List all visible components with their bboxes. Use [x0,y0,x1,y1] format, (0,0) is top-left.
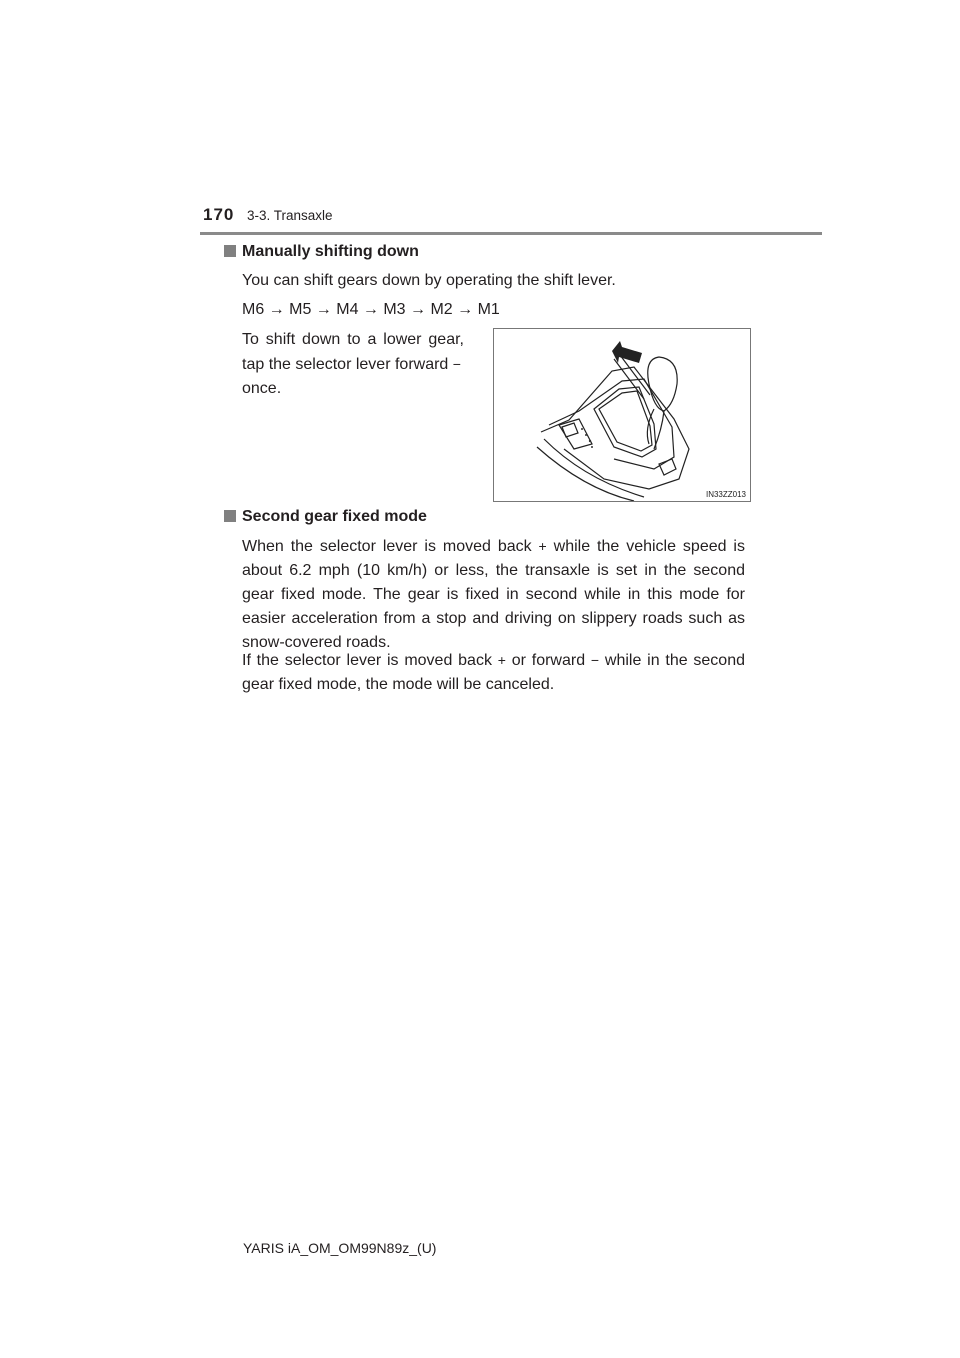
text: while the vehicle speed is about 6.2 mph (10 km/h) or less, the transaxle is set in the second gear fixed mode. The gear is fixed in second while in this mode for easier acceleration from a stop and driving on slippery roads such as snow-covered roads. [242,538,745,651]
figure-code: IN33ZZ013 [705,490,746,499]
heading-text: Second gear fixed mode [242,508,427,525]
paragraph [242,648,745,697]
side-paragraph [242,328,464,401]
minus-symbol: − [590,652,600,668]
text: When the selector lever is moved back [242,538,532,555]
page-number: 170 [203,205,235,224]
side-text: To shift down to a lower gear, tap the selector lever forward [242,331,464,373]
paragraph: You can shift gears down by operating the shift lever. [242,272,616,289]
text: If the selector lever is moved back [242,652,492,669]
forward-arrow-icon [612,341,642,363]
square-bullet-icon [224,510,236,522]
text: while in the second gear fixed mode, the mode will be canceled. [242,652,746,693]
text: or forward [511,652,586,669]
paragraph [242,534,745,655]
heading-text: Manually shifting down [242,243,419,260]
gear-sequence: M6 → M5 → M4 → M3 → M2 → M1 [242,301,500,318]
plus-symbol: + [497,652,506,668]
heading-manually-shifting-down [224,243,419,261]
header-divider [200,232,822,235]
side-text-end: once. [242,380,282,397]
square-bullet-icon [224,245,236,257]
footer-doc-id: YARIS iA_OM_OM99N89z_(U) [243,1240,437,1256]
plus-symbol: + [538,538,547,554]
shift-lever-illustration [493,328,751,502]
heading-second-gear-fixed-mode [224,508,427,526]
shift-lever-drawing [494,329,750,501]
minus-symbol: − [452,356,461,372]
section-title: 3-3. Transaxle [247,208,333,223]
